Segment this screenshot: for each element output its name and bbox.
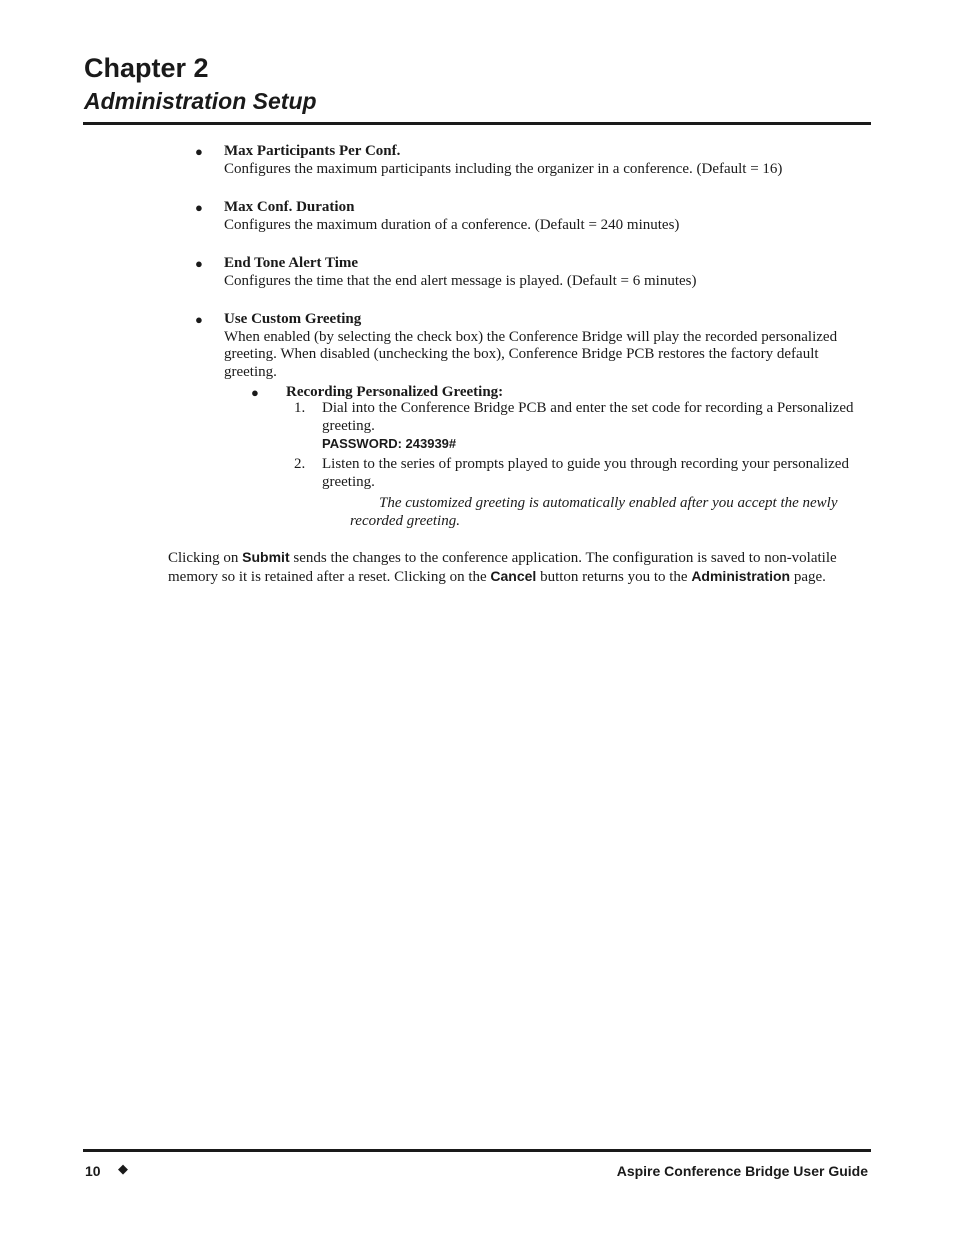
step-text: Dial into the Conference Bridge PCB and enter the set code for recording a Personalized greeting.	[322, 400, 854, 434]
paragraph-text: page.	[790, 568, 826, 585]
bullet-dot: ●	[195, 256, 203, 271]
step-item	[322, 456, 870, 491]
bullet-dot: ●	[195, 200, 203, 215]
bullet-dot: ●	[195, 144, 203, 159]
step-number: 2.	[294, 456, 306, 472]
bullet-dot: ●	[195, 312, 203, 327]
setting-title: Max Participants Per Conf.	[224, 143, 401, 159]
setting-description: Configures the maximum duration of a conference. (Default = 240 minutes)	[224, 216, 680, 233]
setting-max-duration	[224, 199, 869, 234]
step-text: Listen to the series of prompts played to guide you through recording your personalized greeting.	[322, 456, 849, 490]
submit-term: Submit	[242, 549, 290, 565]
note-text: The customized greeting is automatically enabled after you accept the newly recorded greeting.	[350, 495, 838, 529]
chapter-subtitle: Administration Setup	[84, 88, 317, 114]
setting-description: Configures the time that the end alert message is played. (Default = 6 minutes)	[224, 272, 697, 289]
cancel-term: Cancel	[490, 567, 537, 584]
setting-end-tone	[224, 255, 869, 290]
footer-doc-title: Aspire Conference Bridge User Guide	[616, 1163, 868, 1179]
sub-bullet-dot: ●	[251, 385, 259, 400]
administration-term: Administration	[691, 567, 791, 584]
setting-description: When enabled (by selecting the check box) the Conference Bridge will play the recorded personalized greeting. When disabled (unchecking the box), Conference Bridge PCB restores the factory default greeting.	[224, 328, 838, 380]
paragraph-text: sends the changes to the conference application. The configuration is saved to non-volatile memory so it is retained after a reset. Clicking on the	[168, 550, 837, 585]
diamond-icon: ◆	[118, 1162, 128, 1177]
password-code: PASSWORD: 243939#	[322, 436, 457, 451]
setting-description: Configures the maximum participants including the organizer in a conference. (Default = 16)	[224, 160, 783, 177]
setting-title: Use Custom Greeting	[224, 311, 362, 327]
setting-custom-greeting	[224, 311, 869, 381]
setting-title: End Tone Alert Time	[224, 255, 359, 271]
chapter-heading: Chapter 2	[84, 53, 209, 83]
step-number: 1.	[294, 400, 306, 416]
setting-title: Max Conf. Duration	[224, 199, 355, 215]
step-item	[322, 400, 870, 453]
paragraph-text: Clicking on	[168, 550, 243, 566]
footer-rule	[83, 1149, 871, 1152]
sub-bullet-title: Recording Personalized Greeting:	[286, 384, 504, 400]
header-rule	[83, 122, 871, 125]
closing-paragraph	[168, 549, 870, 586]
setting-max-participants	[224, 143, 869, 178]
paragraph-text: button returns you to the	[536, 568, 692, 585]
page-number: 10	[85, 1163, 101, 1179]
